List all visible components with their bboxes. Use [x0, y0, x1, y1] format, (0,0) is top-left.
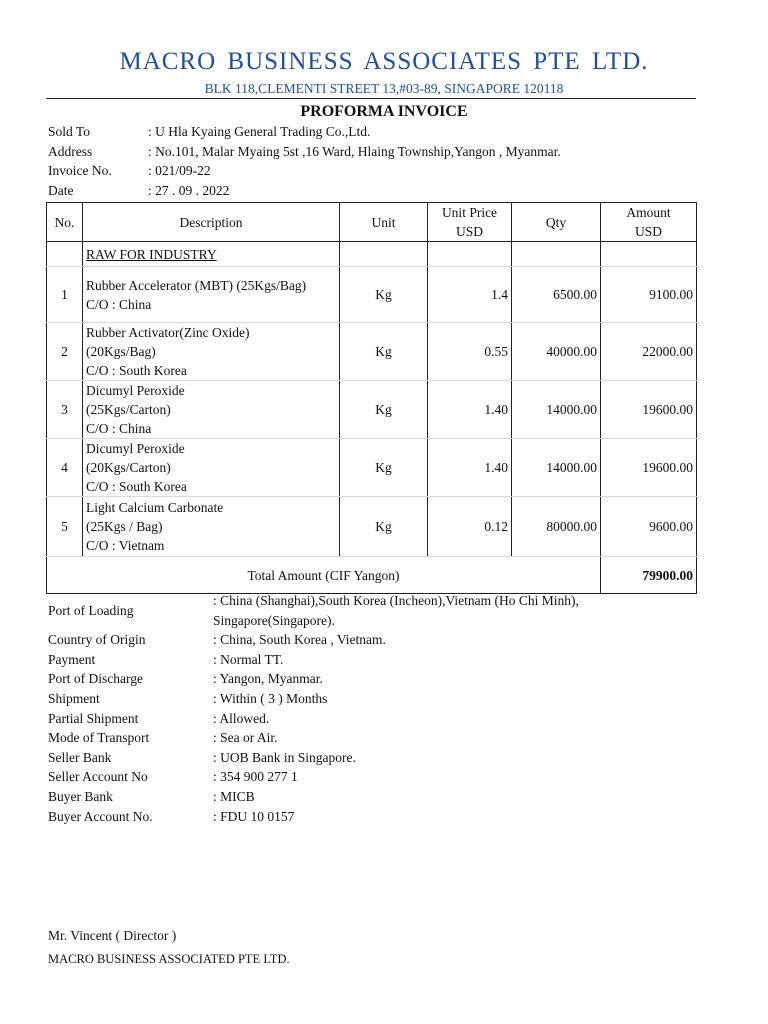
row-unit-price: 0.12 [428, 497, 512, 557]
term-label: Partial Shipment [48, 710, 139, 726]
table-row [47, 323, 697, 381]
term-label: Seller Account No [48, 769, 148, 785]
row-amount: 9100.00 [601, 267, 697, 323]
row-amount: 19600.00 [601, 439, 697, 497]
company-name: MACRO BUSINESS ASSOCIATES PTE LTD. [119, 48, 649, 75]
row-qty: 40000.00 [512, 323, 601, 381]
row-unit: Kg [340, 497, 428, 557]
term-value: : Within ( 3 ) Months [213, 690, 328, 706]
header-no: No. [47, 203, 83, 242]
row-description [83, 267, 340, 323]
term-shipment [48, 689, 708, 709]
term-value: : Sea or Air. [213, 730, 278, 746]
header-unit-price [428, 203, 512, 242]
description-line: C/O : China [86, 421, 152, 436]
row-no: 3 [47, 381, 83, 439]
description-line: (20Kgs/Carton) [86, 460, 171, 475]
description-line: (25Kgs / Bag) [86, 519, 163, 534]
term-value: : 354 900 277 1 [213, 769, 298, 785]
row-amount: 22000.00 [601, 323, 697, 381]
description-line: C/O : Vietnam [86, 538, 165, 553]
term-label: Seller Bank [48, 749, 112, 765]
total-label: Total Amount (CIF Yangon) [47, 557, 601, 594]
description-line: Light Calcium Carbonate [86, 500, 224, 515]
invoice-items-table [46, 202, 697, 594]
row-no: 2 [47, 323, 83, 381]
info-value: : 27 . 09 . 2022 [148, 183, 230, 198]
company-address: BLK 118,CLEMENTI STREET 13,#03-89, SINGAPORE 120118 [204, 81, 564, 96]
document-title: PROFORMA INVOICE [300, 103, 468, 120]
description-line: (20Kgs/Bag) [86, 344, 156, 359]
term-mode-of-transport [48, 728, 708, 748]
description-line: C/O : South Korea [86, 479, 187, 494]
header-qty: Qty [512, 203, 601, 242]
row-unit-price: 1.40 [428, 381, 512, 439]
row-amount: 9600.00 [601, 497, 697, 557]
term-value: : MICB [213, 788, 255, 804]
term-buyer-bank [48, 787, 708, 807]
term-value-line: : China (Shanghai),South Korea (Incheon),Vietnam (Ho Chi Minh), [213, 593, 579, 608]
info-label: Date [48, 183, 74, 198]
info-label: Address [48, 144, 93, 159]
term-payment [48, 650, 708, 670]
term-seller-account [48, 767, 708, 787]
term-buyer-account [48, 807, 708, 827]
header-unit-price-line1: Unit Price [441, 205, 498, 220]
info-value: : No.101, Malar Myaing 5st ,16 Ward, Hlaing Township,Yangon , Myanmar. [148, 144, 561, 159]
term-value-line: Singapore(Singapore). [213, 612, 335, 628]
row-amount: 19600.00 [601, 381, 697, 439]
row-unit-price: 1.4 [428, 267, 512, 323]
description-line: Rubber Accelerator (MBT) (25Kgs/Bag) [86, 277, 307, 293]
section-label: RAW FOR INDUSTRY [83, 242, 340, 267]
row-qty: 14000.00 [512, 439, 601, 497]
term-value: : China, South Korea , Vietnam. [213, 632, 386, 648]
header-amount-line1: Amount [626, 205, 671, 220]
total-row [47, 557, 697, 594]
term-value: : Allowed. [213, 710, 270, 726]
info-label: Sold To [48, 124, 90, 139]
term-seller-bank [48, 748, 708, 768]
row-unit-price: 1.40 [428, 439, 512, 497]
row-unit: Kg [340, 323, 428, 381]
row-unit: Kg [340, 267, 428, 323]
total-amount: 79900.00 [601, 557, 697, 594]
info-value: : U Hla Kyaing General Trading Co.,Ltd. [148, 124, 371, 139]
header-description: Description [83, 203, 340, 242]
header-amount [601, 203, 697, 242]
row-unit: Kg [340, 381, 428, 439]
row-description [83, 381, 340, 439]
row-qty: 14000.00 [512, 381, 601, 439]
term-value: : Yangon, Myanmar. [213, 671, 323, 687]
info-label: Invoice No. [48, 163, 112, 178]
term-label: Country of Origin [48, 632, 146, 648]
header-divider [46, 98, 696, 99]
table-row [47, 267, 697, 323]
signatory-name: Mr. Vincent ( Director ) [48, 928, 177, 943]
term-country-of-origin [48, 630, 708, 650]
row-description [83, 323, 340, 381]
row-description [83, 439, 340, 497]
term-port-of-discharge [48, 669, 708, 689]
term-label: Shipment [48, 690, 100, 706]
term-label: Buyer Account No. [48, 808, 153, 824]
term-value: : Normal TT. [213, 651, 284, 667]
header-amount-line2: USD [634, 224, 662, 239]
table-row [47, 381, 697, 439]
term-label: Mode of Transport [48, 730, 150, 746]
row-description [83, 497, 340, 557]
table-row [47, 439, 697, 497]
term-value [213, 591, 708, 630]
description-line: Dicumyl Peroxide [86, 441, 185, 456]
row-unit-price: 0.55 [428, 323, 512, 381]
terms-section [48, 591, 708, 826]
term-partial-shipment [48, 709, 708, 729]
description-line: Rubber Activator(Zinc Oxide) [86, 325, 250, 340]
row-no: 1 [47, 267, 83, 323]
row-unit: Kg [340, 439, 428, 497]
row-qty: 6500.00 [512, 267, 601, 323]
header-unit: Unit [340, 203, 428, 242]
signatory-company: MACRO BUSINESS ASSOCIATED PTE LTD. [48, 952, 290, 966]
term-label: Port of Discharge [48, 671, 143, 687]
table-header-row [47, 203, 697, 242]
term-label: Port of Loading [48, 603, 134, 618]
row-qty: 80000.00 [512, 497, 601, 557]
description-line: (25Kgs/Carton) [86, 402, 171, 417]
term-port-of-loading [48, 591, 708, 630]
info-value: : 021/09-22 [148, 163, 211, 178]
term-value: : FDU 10 0157 [213, 808, 295, 824]
row-no: 4 [47, 439, 83, 497]
table-row [47, 497, 697, 557]
row-no: 5 [47, 497, 83, 557]
term-value: : UOB Bank in Singapore. [213, 749, 356, 765]
term-label: Buyer Bank [48, 788, 113, 804]
description-line: C/O : South Korea [86, 363, 187, 378]
description-line: C/O : China [86, 296, 152, 312]
term-label: Payment [48, 651, 96, 667]
section-row [47, 242, 697, 267]
description-line: Dicumyl Peroxide [86, 383, 185, 398]
header-unit-price-line2: USD [455, 224, 483, 239]
